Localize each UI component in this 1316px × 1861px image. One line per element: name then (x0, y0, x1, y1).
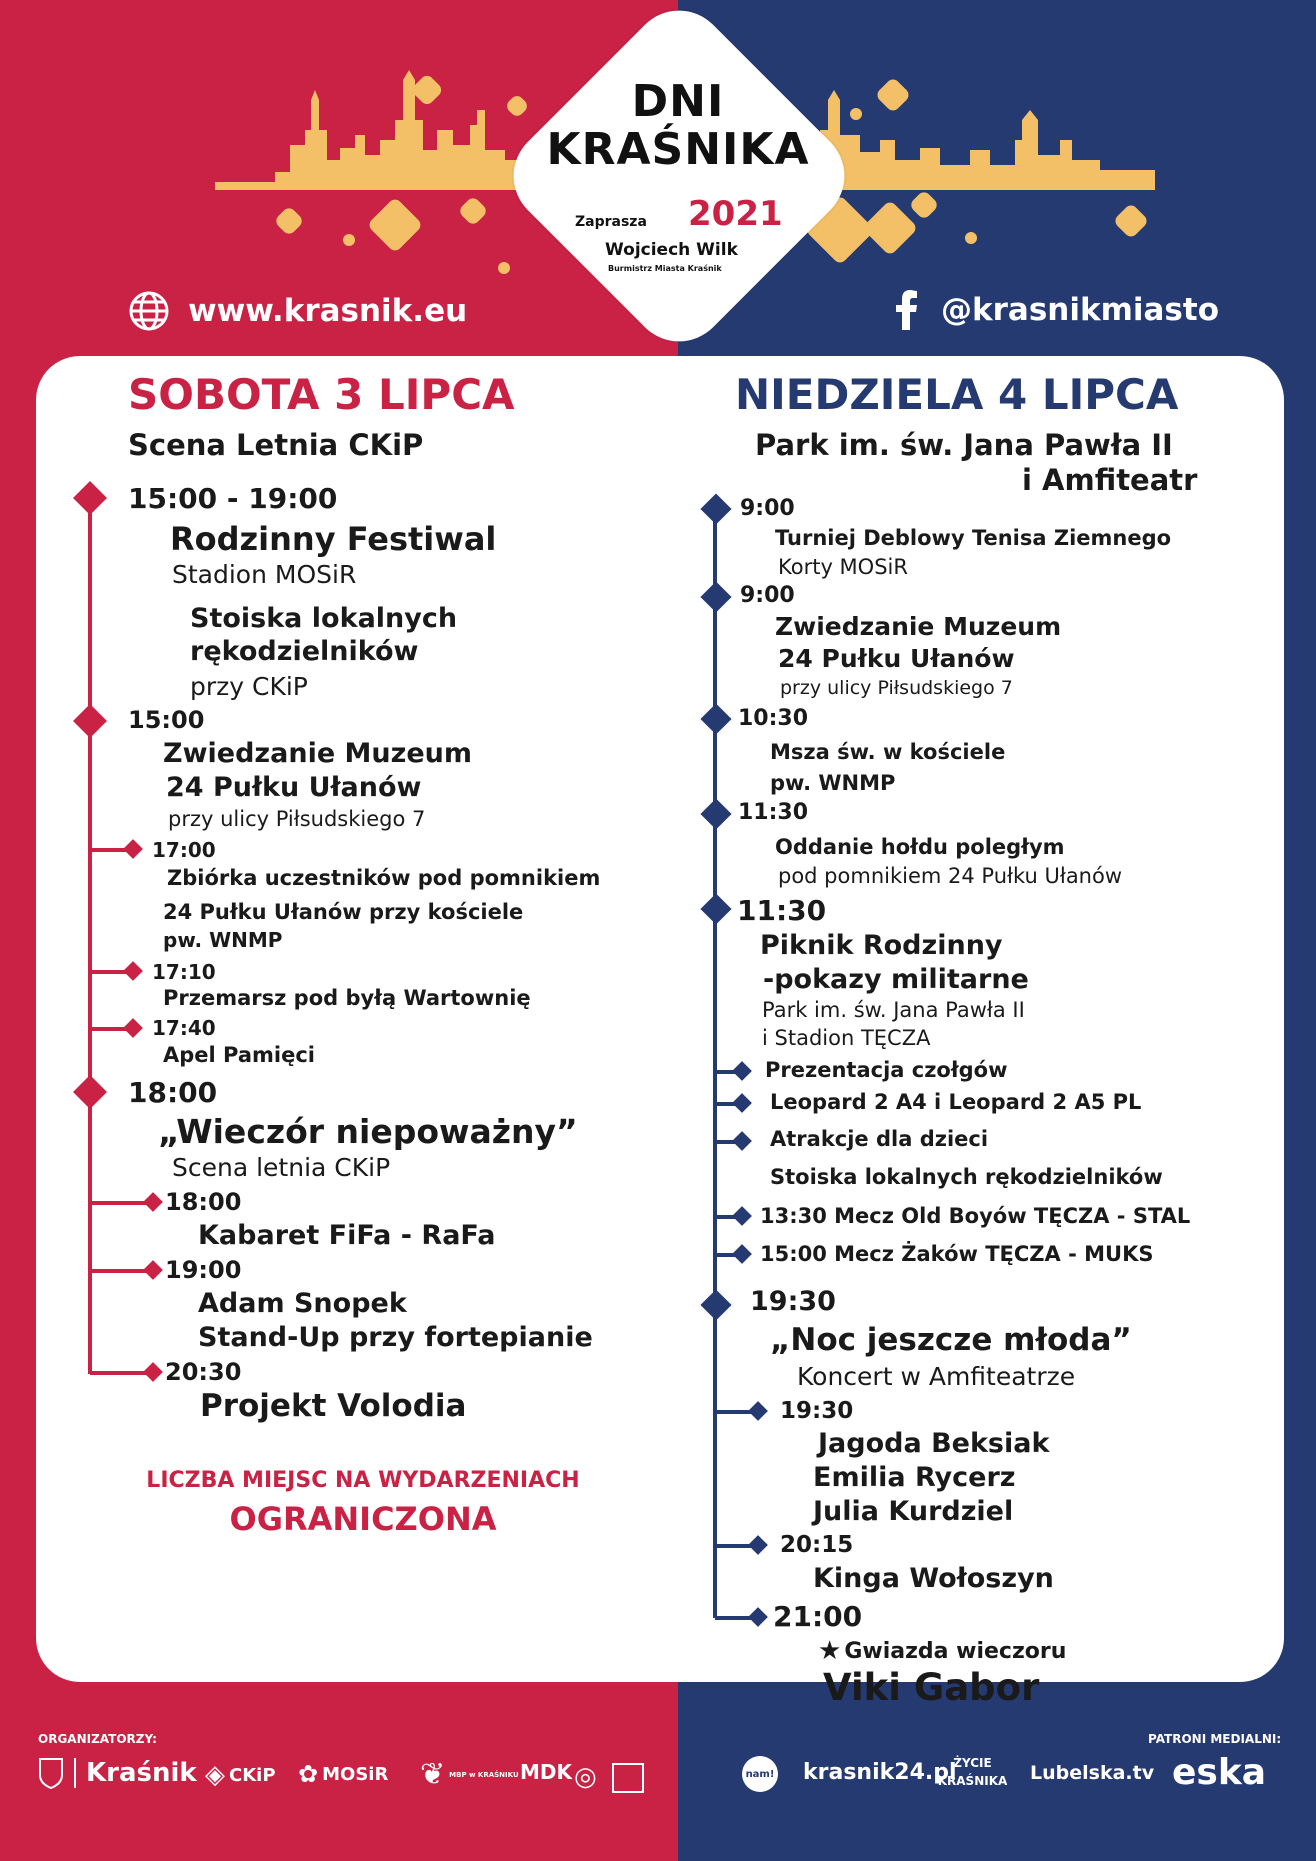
sun-event-title: Zwiedzanie Muzeum (775, 612, 1062, 641)
tower-icon (612, 1763, 644, 1793)
sunday-venue: Park im. św. Jana Pawła II (755, 428, 1173, 462)
sat-event-time: 19:00 (165, 1256, 242, 1284)
sun-artist: Emilia Rycerz (813, 1462, 1016, 1493)
star-of-evening (818, 1636, 1066, 1666)
sun-event-place: Park im. św. Jana Pawła II (762, 998, 1025, 1022)
sat-event-place: przy ulicy Piłsudskiego 7 (168, 807, 426, 831)
star-icon: ★ (818, 1636, 842, 1666)
sat-event-time: 15:00 (128, 706, 205, 734)
sat-event-place: przy CKiP (190, 672, 308, 701)
media-logo-zycie (935, 1754, 1010, 1790)
timeline-branch (90, 1371, 150, 1375)
media-logo-nami (742, 1756, 778, 1792)
flower-icon: ✿ (298, 1760, 319, 1788)
sat-event-time: 17:10 (152, 960, 216, 984)
sun-event-time: 11:30 (738, 800, 809, 825)
mayor-title: Burmistrz Miasta Kraśnik (608, 264, 722, 273)
capacity-notice-emphasis: OGRANICZONA (229, 1500, 497, 1538)
sun-event-place: i Stadion TĘCZA (762, 1026, 931, 1050)
org-krasnik-text: Kraśnik (86, 1758, 197, 1788)
org-logo-circle (574, 1762, 597, 1792)
sun-sub-event: 15:00 Mecz Żaków TĘCZA - MUKS (760, 1242, 1154, 1266)
sat-event-title: Zbiórka uczestników pod pomnikiem (167, 866, 601, 890)
sat-event-time: 15:00 - 19:00 (128, 482, 338, 515)
sunday-venue: i Amfiteatr (1022, 463, 1198, 497)
org-logo-tower (612, 1763, 644, 1793)
sun-event-title: „Noc jeszcze młoda” (770, 1322, 1132, 1358)
sun-event-time: 11:30 (737, 894, 827, 927)
headliner: Viki Gabor (823, 1666, 1040, 1709)
sun-sub-event: Stoiska lokalnych rękodzielników (770, 1165, 1163, 1189)
saturday-venue: Scena Letnia CKiP (128, 428, 424, 462)
mayor-name: Wojciech Wilk (605, 240, 738, 260)
media-eska-text: eska (1172, 1752, 1267, 1793)
sun-event-time: 19:30 (780, 1398, 854, 1424)
sun-event-title: Turniej Deblowy Tenisa Ziemnego (775, 526, 1172, 550)
sun-sub-event: Atrakcje dla dzieci (770, 1127, 989, 1151)
facebook-text: @krasnikmiasto (941, 292, 1220, 328)
sun-event-title: -pokazy militarne (763, 964, 1029, 995)
sat-event-title: Stand-Up przy fortepianie (198, 1322, 593, 1353)
media-logo-lubelska (1030, 1762, 1154, 1784)
sun-event-time: 20:15 (780, 1532, 854, 1558)
sun-event-place: przy ulicy Piłsudskiego 7 (780, 677, 1013, 699)
capacity-notice: LICZBA MIEJSC NA WYDARZENIACH (146, 1468, 580, 1493)
saturday-heading: SOBOTA 3 LIPCA (128, 370, 515, 419)
media-lubelska-text: Lubelska.tv (1030, 1762, 1155, 1784)
sat-event-time: 17:00 (152, 838, 216, 862)
media-logo-krasnik24 (803, 1760, 957, 1785)
sat-event-title: Stoiska lokalnych (190, 603, 458, 634)
timeline-branch (90, 1201, 150, 1205)
ckip-icon: ◈ (205, 1760, 225, 1790)
sun-event-place: Korty MOSiR (778, 555, 908, 579)
sun-event-time: 21:00 (773, 1600, 863, 1633)
sun-event-title: 24 Pułku Ułanów (778, 644, 1015, 673)
org-logo-mbp (420, 1757, 519, 1792)
star-label: Gwiazda wieczoru (844, 1638, 1067, 1664)
org-ckip-text: CKiP (229, 1764, 276, 1786)
sun-event-title: pw. WNMP (770, 771, 896, 795)
org-mbp-text: MBP w KRAŚNIKU (449, 1770, 519, 1779)
media-zycie-text: ŻYCIE KRAŚNIKA (937, 1756, 1008, 1788)
sun-event-time: 9:00 (740, 583, 795, 608)
sat-event-title: rękodzielników (190, 636, 419, 667)
website-link[interactable] (128, 290, 467, 332)
sun-artist: Kinga Wołoszyn (813, 1563, 1054, 1594)
logo-title-line2: KRAŚNIKA (546, 124, 810, 175)
sun-event-title: Piknik Rodzinny (760, 930, 1003, 961)
sat-event-title: Kabaret FiFa - RaFa (198, 1220, 496, 1251)
timeline-branch (90, 1269, 150, 1273)
sat-event-place: Scena letnia CKiP (172, 1153, 391, 1182)
sun-event-place: pod pomnikiem 24 Pułku Ułanów (778, 864, 1123, 888)
sun-sub-event: 13:30 Mecz Old Boyów TĘCZA - STAL (760, 1204, 1191, 1228)
org-logo-mosir (298, 1760, 388, 1788)
skyline-left (215, 60, 555, 190)
sun-event-time: 10:30 (738, 706, 809, 731)
sunday-heading: NIEDZIELA 4 LIPCA (735, 370, 1179, 419)
sat-event-time: 18:00 (165, 1188, 242, 1216)
globe-icon (128, 290, 170, 332)
facebook-icon (895, 290, 919, 330)
patrons-label: PATRONI MEDIALNI: (1148, 1732, 1282, 1746)
sat-event-time: 18:00 (128, 1076, 218, 1109)
sat-event-title: Adam Snopek (198, 1288, 407, 1319)
website-text: www.krasnik.eu (188, 293, 468, 329)
sat-event-title: 24 Pułku Ułanów przy kościele (163, 900, 524, 924)
media-krasnik24-text: krasnik24.pl (803, 1760, 957, 1785)
sun-event-place: Koncert w Amfiteatrze (797, 1362, 1076, 1391)
sun-artist: Jagoda Beksiak (818, 1428, 1050, 1459)
sat-event-time: 17:40 (152, 1016, 216, 1040)
sat-event-title: Zwiedzanie Muzeum (163, 738, 473, 769)
sat-event-title: Rodzinny Festiwal (170, 520, 497, 558)
sat-event-title: „Wieczór niepoważny” (158, 1112, 578, 1151)
saturday-timeline (88, 496, 92, 1374)
organizers-label: ORGANIZATORZY: (38, 1732, 157, 1746)
sun-sub-event: Prezentacja czołgów (765, 1058, 1008, 1082)
sun-event-time: 19:30 (750, 1286, 836, 1317)
sun-event-title: Msza św. w kościele (770, 740, 1006, 764)
logo-invites: Zaprasza (575, 214, 647, 230)
logo-title-line1: DNI (631, 76, 725, 127)
sat-event-title: pw. WNMP (163, 928, 283, 952)
org-logo-krasnik (38, 1757, 197, 1789)
sat-event-title: 24 Pułku Ułanów (166, 772, 422, 803)
org-logo-mdk (520, 1760, 572, 1784)
sun-event-time: 9:00 (740, 496, 795, 521)
sun-sub-event: Leopard 2 A4 i Leopard 2 A5 PL (770, 1090, 1142, 1114)
media-nami-text: nam! (742, 1756, 778, 1792)
coat-of-arms-icon (38, 1757, 64, 1789)
org-mdk-text: MDK (520, 1760, 573, 1784)
media-logo-eska (1172, 1752, 1266, 1793)
org-logo-ckip (205, 1760, 276, 1790)
logo-year: 2021 (688, 194, 783, 234)
sun-artist: Julia Kurdziel (813, 1496, 1014, 1527)
book-icon: ❦ (420, 1757, 446, 1792)
sunday-timeline (713, 508, 717, 1618)
sat-event-time: 20:30 (165, 1358, 242, 1386)
sat-event-title: Przemarsz pod byłą Wartownię (163, 986, 531, 1010)
sat-event-title: Apel Pamięci (163, 1043, 316, 1067)
facebook-link[interactable] (895, 290, 1219, 330)
sat-event-title: Projekt Volodia (200, 1388, 467, 1424)
skyline-right (800, 60, 1155, 190)
swirl-icon: ◎ (574, 1762, 597, 1792)
sat-event-place: Stadion MOSiR (172, 560, 357, 589)
sun-event-title: Oddanie hołdu poległym (775, 835, 1065, 859)
org-mosir-text: MOSiR (322, 1763, 389, 1785)
event-logo (520, 78, 836, 174)
